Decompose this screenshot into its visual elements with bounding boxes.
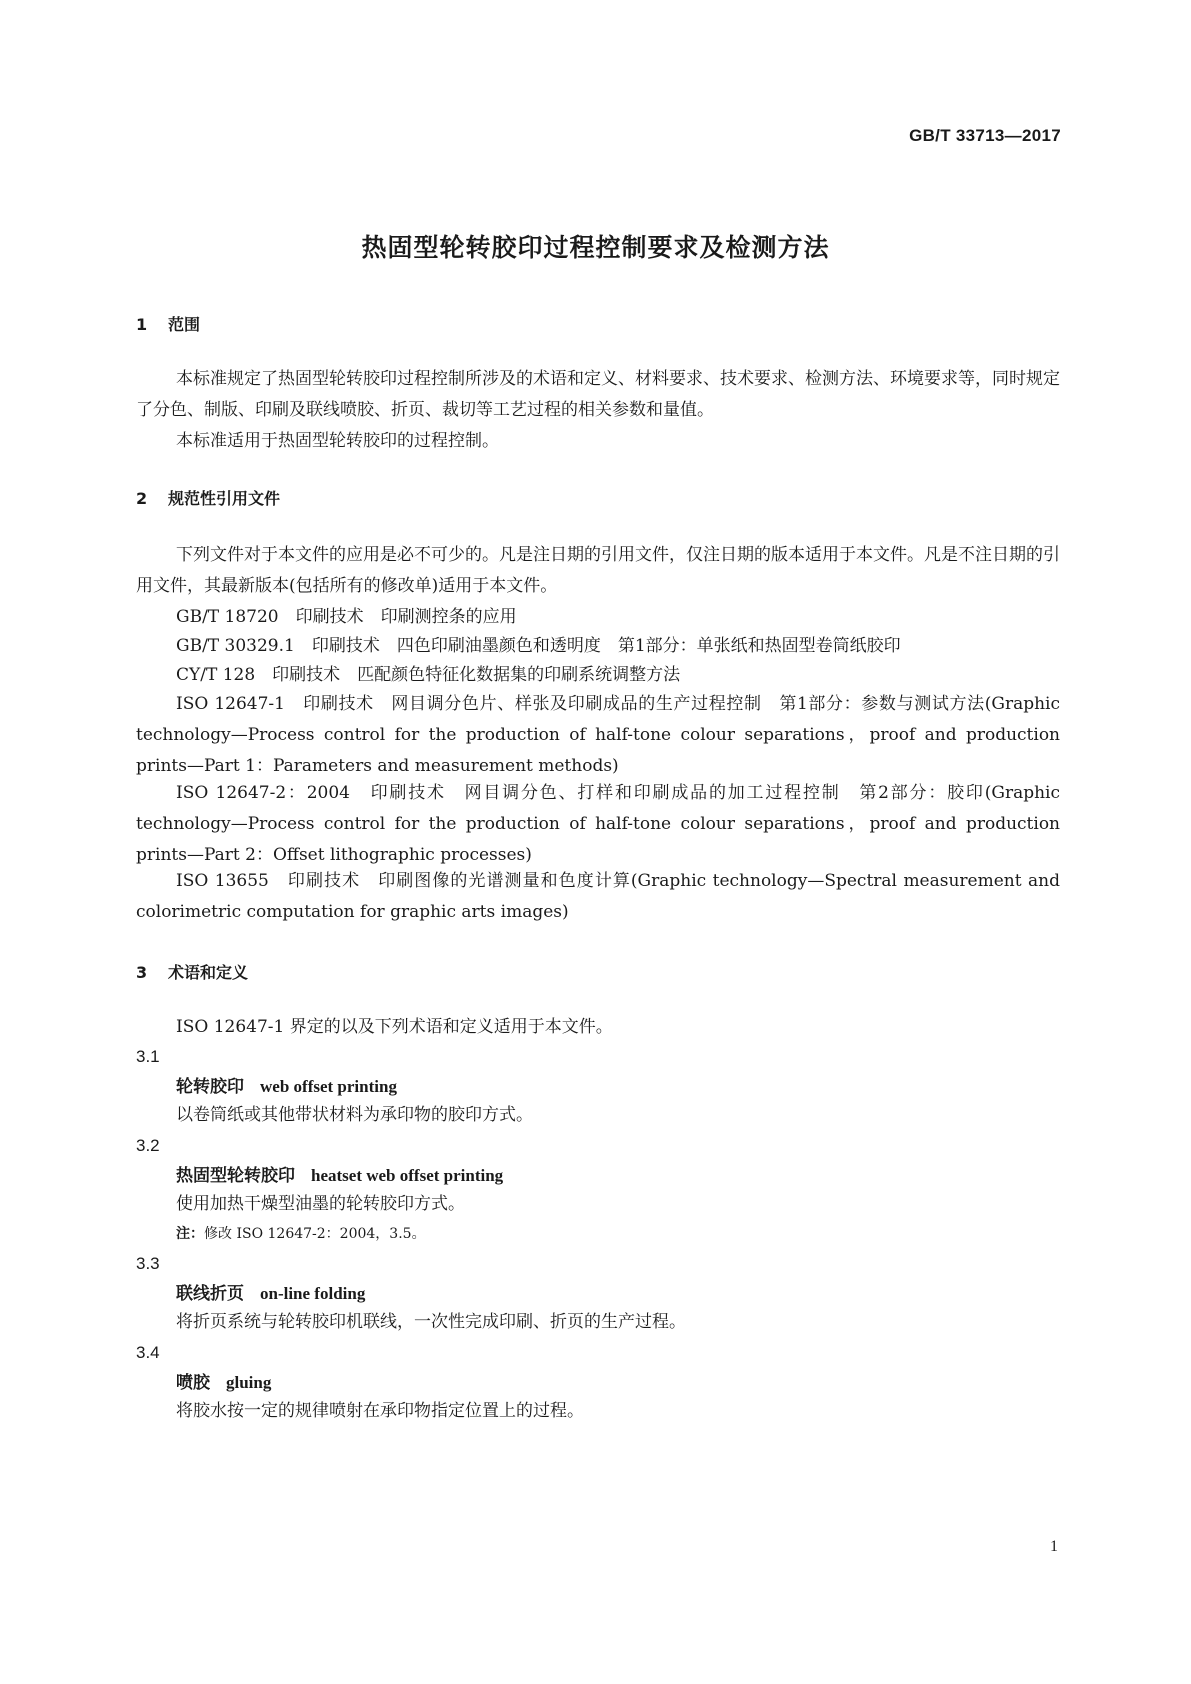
section-number: 1 — [136, 315, 148, 334]
reference-item: ISO 12647-1 印刷技术 网目调分色片、样张及印刷成品的生产过程控制 第1部分：参数与测试方法(Graphic technology—Process control for the production of half-tone colour separations，proof and production prints—Part 1：Parameters and measurement methods) — [136, 694, 1060, 776]
section-title: 范围 — [168, 315, 201, 334]
scope-paragraph: 本标准规定了热固型轮转胶印过程控制所涉及的术语和定义、材料要求、技术要求、检测方法、环境要求等，同时规定了分色、制版、印刷及联线喷胶、折页、裁切等工艺过程的相关参数和量值。 — [136, 369, 1060, 420]
standard-number: GB/T 33713—2017 — [909, 126, 1061, 145]
term-en: gluing — [226, 1373, 272, 1392]
term-definition: 将胶水按一定的规律喷射在承印物指定位置上的过程。 — [176, 1401, 584, 1421]
term-zh: 热固型轮转胶印 — [176, 1166, 295, 1186]
section-2-heading — [136, 486, 280, 509]
reference-item: CY/T 128 印刷技术 匹配颜色特征化数据集的印刷系统调整方法 — [176, 665, 681, 685]
term-heading — [176, 1278, 365, 1310]
section-number: 3 — [136, 963, 148, 982]
document-title: 热固型轮转胶印过程控制要求及检测方法 — [361, 233, 830, 262]
term-zh: 喷胶 — [176, 1373, 210, 1393]
scope-paragraph: 本标准适用于热固型轮转胶印的过程控制。 — [176, 431, 499, 451]
section-3-heading — [136, 960, 248, 983]
section-1-heading — [136, 312, 200, 335]
section-number: 2 — [136, 489, 148, 508]
term-number: 3.2 — [136, 1136, 160, 1155]
term-zh: 联线折页 — [176, 1284, 244, 1304]
term-heading — [176, 1071, 397, 1103]
term-en: heatset web offset printing — [311, 1166, 504, 1185]
note-label: 注： — [176, 1226, 204, 1242]
section-title: 术语和定义 — [168, 963, 249, 982]
note-text: 修改 ISO 12647-2：2004，3.5。 — [204, 1226, 426, 1242]
section-title: 规范性引用文件 — [168, 489, 281, 508]
term-number: 3.1 — [136, 1047, 160, 1066]
term-number: 3.4 — [136, 1343, 160, 1362]
page-number: 1 — [1050, 1538, 1058, 1555]
term-heading — [176, 1160, 503, 1192]
reference-item: ISO 12647-2：2004 印刷技术 网目调分色、打样和印刷成品的加工过程控制 第2部分：胶印(Graphic technology—Process control for the production of half-tone colour separations，proof and production prints—Part 2：Offset lithographic processes) — [136, 783, 1060, 865]
reference-item: GB/T 30329.1 印刷技术 四色印刷油墨颜色和透明度 第1部分：单张纸和热固型卷筒纸胶印 — [176, 636, 901, 656]
term-definition: 将折页系统与轮转胶印机联线，一次性完成印刷、折页的生产过程。 — [176, 1312, 686, 1332]
term-definition: 以卷筒纸或其他带状材料为承印物的胶印方式。 — [176, 1105, 533, 1125]
term-zh: 轮转胶印 — [176, 1077, 244, 1097]
reference-item: ISO 13655 印刷技术 印刷图像的光谱测量和色度计算(Graphic technology—Spectral measurement and colorimetric computation for graphic arts images) — [136, 871, 1060, 922]
references-intro-paragraph: 下列文件对于本文件的应用是必不可少的。凡是注日期的引用文件，仅注日期的版本适用于本文件。凡是不注日期的引用文件，其最新版本(包括所有的修改单)适用于本文件。 — [136, 545, 1060, 596]
reference-item: GB/T 18720 印刷技术 印刷测控条的应用 — [176, 607, 517, 627]
term-number: 3.3 — [136, 1254, 160, 1273]
term-definition: 使用加热干燥型油墨的轮转胶印方式。 — [176, 1194, 465, 1214]
term-en: web offset printing — [260, 1077, 397, 1096]
term-heading — [176, 1367, 271, 1399]
term-en: on-line folding — [260, 1284, 366, 1303]
term-note — [176, 1222, 426, 1246]
terms-intro: ISO 12647-1 界定的以及下列术语和定义适用于本文件。 — [176, 1017, 613, 1037]
